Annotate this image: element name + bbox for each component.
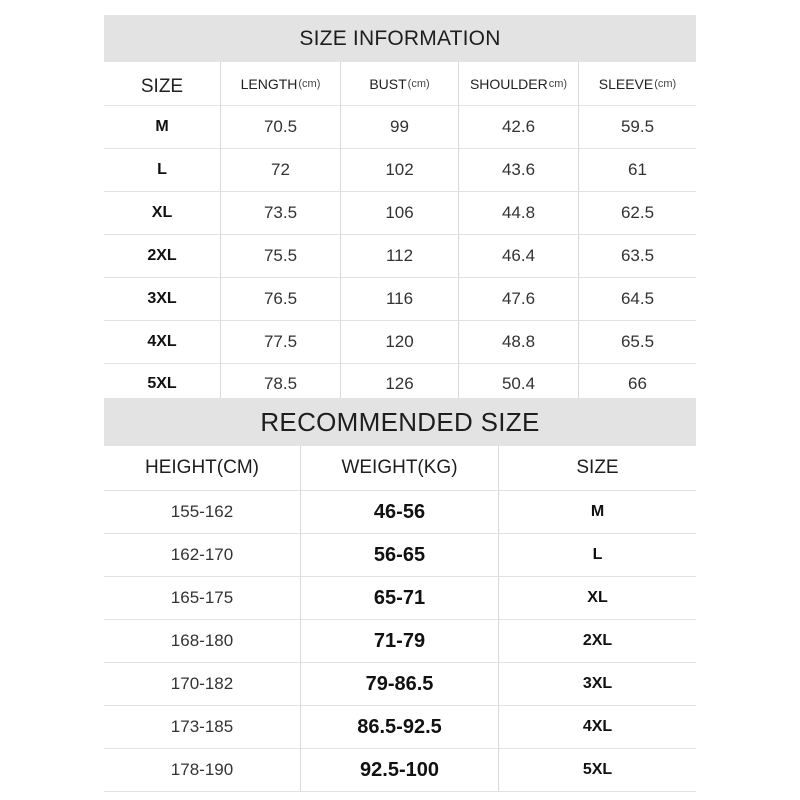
sleeve-cell: 66 [628,373,647,393]
header-height: HEIGHT(CM) [104,446,301,491]
length-cell: 73.5 [221,192,341,235]
height-cell: 165-175 [104,577,301,620]
size-cell: XL [499,577,696,620]
weight-cell: 46-56 [301,491,499,534]
size-cell: 2XL [104,235,221,278]
shoulder-cell: 48.8 [459,321,579,364]
header-size: SIZE [104,62,221,106]
size-cell: 5XL [104,364,221,403]
sleeve-cell: 65.5 [579,321,696,364]
shoulder-cell: 47.6 [459,278,579,321]
header-weight: WEIGHT(KG) [301,446,499,491]
bust-cell: 102 [341,149,459,192]
shoulder-cell: 43.6 [459,149,579,192]
size-grid [104,62,696,403]
height-cell: 178-190 [104,749,301,792]
bust-cell: 126 [341,364,459,403]
height-cell: 173-185 [104,706,301,749]
size-cell: 3XL [499,663,696,706]
length-cell: 72 [221,149,341,192]
shoulder-cell: 44.8 [459,192,579,235]
height-cell: 162-170 [104,534,301,577]
weight-cell: 71-79 [301,620,499,663]
length-cell: 70.5 [221,106,341,149]
height-cell: 170-182 [104,663,301,706]
weight-cell: 79-86.5 [301,663,499,706]
size-cell: 2XL [499,620,696,663]
bust-cell: 112 [341,235,459,278]
bust-cell: 99 [341,106,459,149]
header-size: SIZE [499,446,696,491]
recommended-size-title: RECOMMENDED SIZE [104,398,696,446]
weight-cell: 92.5-100 [301,749,499,792]
shoulder-cell: 46.4 [459,235,579,278]
size-cell: XL [104,192,221,235]
size-cell: 3XL [104,278,221,321]
shoulder-cell: 50.4 [459,364,579,403]
sleeve-cell: 64.5 [579,278,696,321]
size-cell: M [104,106,221,149]
header-shoulder: SHOULDER cm) [459,62,579,106]
size-cell: L [499,534,696,577]
sleeve-cell: 61 [579,149,696,192]
size-information-table [104,15,696,403]
size-cell: L [104,149,221,192]
sleeve-cell: 59.5 [579,106,696,149]
header-length: LENGTH (cm) [221,62,341,106]
length-cell: 75.5 [221,235,341,278]
length-cell: 77.5 [221,321,341,364]
bust-cell: 106 [341,192,459,235]
recommended-grid [104,446,696,792]
header-bust: BUST (cm) [341,62,459,106]
length-cell: 76.5 [221,278,341,321]
bust-cell: 120 [341,321,459,364]
length-cell: 78.5 [221,364,341,403]
size-information-title: SIZE INFORMATION [104,15,696,62]
bust-cell: 116 [341,278,459,321]
shoulder-cell: 42.6 [459,106,579,149]
height-cell: 168-180 [104,620,301,663]
sleeve-cell: 63.5 [579,235,696,278]
size-cell: 4XL [104,321,221,364]
height-cell: 155-162 [104,491,301,534]
size-cell: 4XL [499,706,696,749]
recommended-size-table [104,398,696,792]
header-sleeve: SLEEVE (cm) [579,62,696,106]
size-cell: M [499,491,696,534]
sleeve-cell: 62.5 [579,192,696,235]
weight-cell: 56-65 [301,534,499,577]
weight-cell: 65-71 [301,577,499,620]
size-cell: 5XL [499,749,696,792]
weight-cell: 86.5-92.5 [301,706,499,749]
